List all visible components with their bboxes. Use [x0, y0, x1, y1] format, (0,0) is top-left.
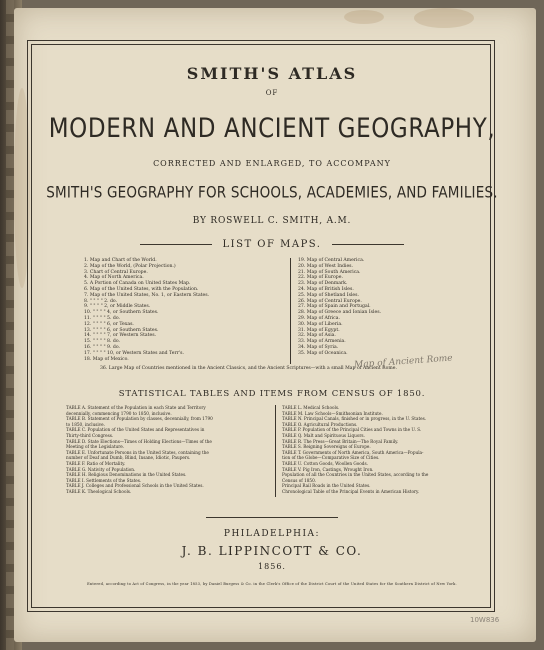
map-entry: 33. Map of Armenia.	[298, 339, 346, 345]
map-entry: 12. " " " " 6, or Texas.	[84, 321, 134, 327]
table-entry: TABLE G. Nativity of Population.	[66, 466, 136, 472]
map-entry: 4. Map of North America.	[84, 275, 144, 281]
subtitle-corrected: CORRECTED AND ENLARGED, TO ACCOMPANY	[153, 159, 391, 168]
heading-rule-right	[332, 244, 404, 245]
handwritten-annotation: Map of Ancient Rome	[353, 353, 453, 371]
statistical-tables-heading: STATISTICAL TABLES AND ITEMS FROM CENSUS OF 1850.	[118, 389, 426, 399]
map-entry: 19. Map of Central America.	[298, 258, 365, 263]
list-of-maps-heading: LIST OF MAPS.	[222, 239, 322, 250]
table-entry: Principal Rail Roads in the United States.	[282, 483, 371, 489]
table-entry: TABLE S. Reigning Sovereigns of Europe.	[282, 444, 371, 450]
table-entry: tion of the Globe—Comparative Size of Cities.	[282, 455, 380, 461]
table-entry: TABLE L. Medical Schools.	[282, 405, 340, 410]
tables-list-left	[66, 405, 213, 495]
maps-list-left	[84, 258, 209, 362]
table-entry: TABLE A. Statement of the Population in each State and Territory	[66, 405, 206, 410]
catalog-mark: 10W836	[470, 616, 500, 624]
map-entry: 23. Map of Denmark.	[298, 281, 348, 287]
imprint-year: 1856.	[258, 562, 286, 571]
map-entry: 6. Map of the United States, with the Population.	[84, 286, 199, 292]
table-entry: TABLE V. Pig Iron, Castings, Wrought Iron.	[282, 466, 374, 472]
map-entry: 1. Map and Chart of the World.	[84, 258, 157, 263]
paper-stain	[414, 8, 474, 28]
map-entry: 5. A Portion of Canada on United States Map.	[84, 281, 191, 287]
table-entry: Thirty-third Congress.	[66, 432, 114, 438]
map-entry: 2. Map of the World, (Polar Projection.)	[84, 263, 176, 269]
map-entry: 28. Map of Greece and Ionian Isles.	[298, 310, 382, 316]
author-line: BY ROSWELL C. SMITH, A.M.	[192, 216, 352, 226]
imprint-rule	[206, 517, 338, 518]
table-entry: Population of all the Countries in the United States, according to the	[282, 472, 429, 478]
table-entry: TABLE F. Ratio of Mortality.	[66, 460, 126, 466]
title-of: OF	[265, 89, 279, 97]
map-entry: 32. Map of Asia.	[298, 333, 336, 339]
map-entry: 30. Map of Liberia.	[298, 321, 343, 327]
main-title: MODERN AND ANCIENT GEOGRAPHY,	[48, 114, 496, 144]
map-entry: 34. Map of Syria.	[298, 344, 339, 350]
imprint-city: PHILADELPHIA:	[223, 529, 321, 539]
table-entry: Meeting of the Legislature.	[66, 444, 125, 450]
table-entry: TABLE H. Religious Denominations in the United States.	[66, 472, 187, 478]
map-entry: 3. Chart of Central Europe.	[84, 269, 148, 275]
tables-column-divider	[275, 405, 276, 497]
table-entry: TABLE P. Population of the Principal Cities and Towns in the U. S.	[282, 427, 422, 433]
map-entry: 35. Map of Oceanica.	[298, 350, 348, 356]
table-entry: TABLE U. Cotton Goods, Woollen Goods.	[282, 460, 368, 466]
imprint-publisher: J. B. LIPPINCOTT & CO.	[181, 544, 363, 558]
map-entry: 13. " " " " 6, or Southern States.	[84, 327, 159, 333]
map-entry: 20. Map of West Indies.	[298, 263, 353, 269]
copyright-notice: Entered, according to Act of Congress, in the year 1853, by Daniel Burgess & Co. in the Clerk's Office of the District Court of the United States for the Southern District of New York.	[87, 582, 457, 586]
table-entry: TABLE D. State Elections—Times of Holding Elections—Times of the	[66, 438, 212, 444]
table-entry: TABLE B. Statement of Population by classes, decennially, from 1790	[66, 416, 213, 422]
map-entry: 9. " " " " 2, or Middle States.	[84, 304, 151, 310]
map-entry: 8. " " " " 2. do.	[84, 298, 118, 304]
map-entry: 29. Map of Africa.	[298, 315, 340, 321]
map-entry: 15. " " " " 8. do.	[84, 339, 120, 345]
table-entry: Census of 1850.	[282, 477, 317, 483]
map-entry: 31. Map of Egypt.	[298, 327, 340, 333]
map-entry: 21. Map of South America.	[298, 269, 361, 275]
table-entry: TABLE C. Population of the United States and Representatives in	[66, 427, 205, 433]
map-entry: 17. " " " " 10, or Western States and Terr's.	[84, 350, 184, 356]
table-entry: decennially, commencing 1790 to 1850, inclusive.	[66, 410, 172, 416]
table-entry: number of Deaf and Dumb, Blind, Insane, Idiotic, Paupers.	[66, 455, 191, 461]
map-entry: 25. Map of Shetland Isles.	[298, 292, 359, 298]
table-entry: TABLE I. Settlements of the States.	[66, 477, 142, 483]
table-entry: TABLE Q. Malt and Spirituous Liquors.	[282, 432, 365, 438]
table-entry: TABLE J. Colleges and Professional Schools in the United States.	[66, 483, 204, 489]
map-entry: 18. Map of Mexico.	[84, 356, 129, 362]
map-entry: 22. Map of Europe.	[298, 275, 343, 281]
table-entry: TABLE T. Governments of North America, South America—Popula-	[282, 449, 424, 455]
maps-list-right	[298, 258, 381, 357]
table-entry: TABLE R. The Press—Great Britain—The Royal Family.	[282, 438, 399, 444]
map-entry: 11. " " " " 5. do.	[84, 315, 120, 321]
map-entry: 7. Map of the United States, No. 1, or Eastern States.	[84, 292, 210, 298]
table-entry: TABLE K. Theological Schools.	[66, 488, 132, 494]
table-entry: TABLE E. Unfortunate Persons in the United States, containing the	[66, 449, 209, 455]
tables-list-right	[282, 405, 428, 495]
map-entry: 24. Map of British Isles.	[298, 286, 354, 292]
subtitle-geography: SMITH'S GEOGRAPHY FOR SCHOOLS, ACADEMIES, AND FAMILIES.	[46, 183, 498, 203]
atlas-title: SMITH'S ATLAS	[186, 64, 358, 83]
map-entry: 26. Map of Central Europe.	[298, 298, 362, 304]
maps-column-divider	[290, 258, 291, 364]
table-entry: TABLE M. Law Schools—Smithsonian Institute.	[282, 410, 383, 416]
paper-stain	[344, 10, 384, 24]
table-entry: Chronological Table of the Principal Events in American History.	[282, 488, 420, 494]
map-entry: 10. " " " " 4, or Southern States.	[84, 310, 159, 316]
table-entry: TABLE N. Principal Canals, finished or in progress, in the U. States.	[282, 416, 427, 422]
table-entry: to 1850, inclusive.	[66, 421, 105, 427]
map-entry: 27. Map of Spain and Portugal.	[298, 304, 371, 310]
table-entry: TABLE O. Agricultural Productions.	[282, 421, 358, 427]
map-entry: 16. " " " " 9. do.	[84, 344, 120, 350]
map-entry: 14. " " " " 7, or Western States.	[84, 333, 157, 339]
map-36-note: 36. Large Map of Countries mentioned in the Ancient Classics, and the Ancient Scriptures—with a small Map of Ancient Rome.	[100, 366, 397, 371]
